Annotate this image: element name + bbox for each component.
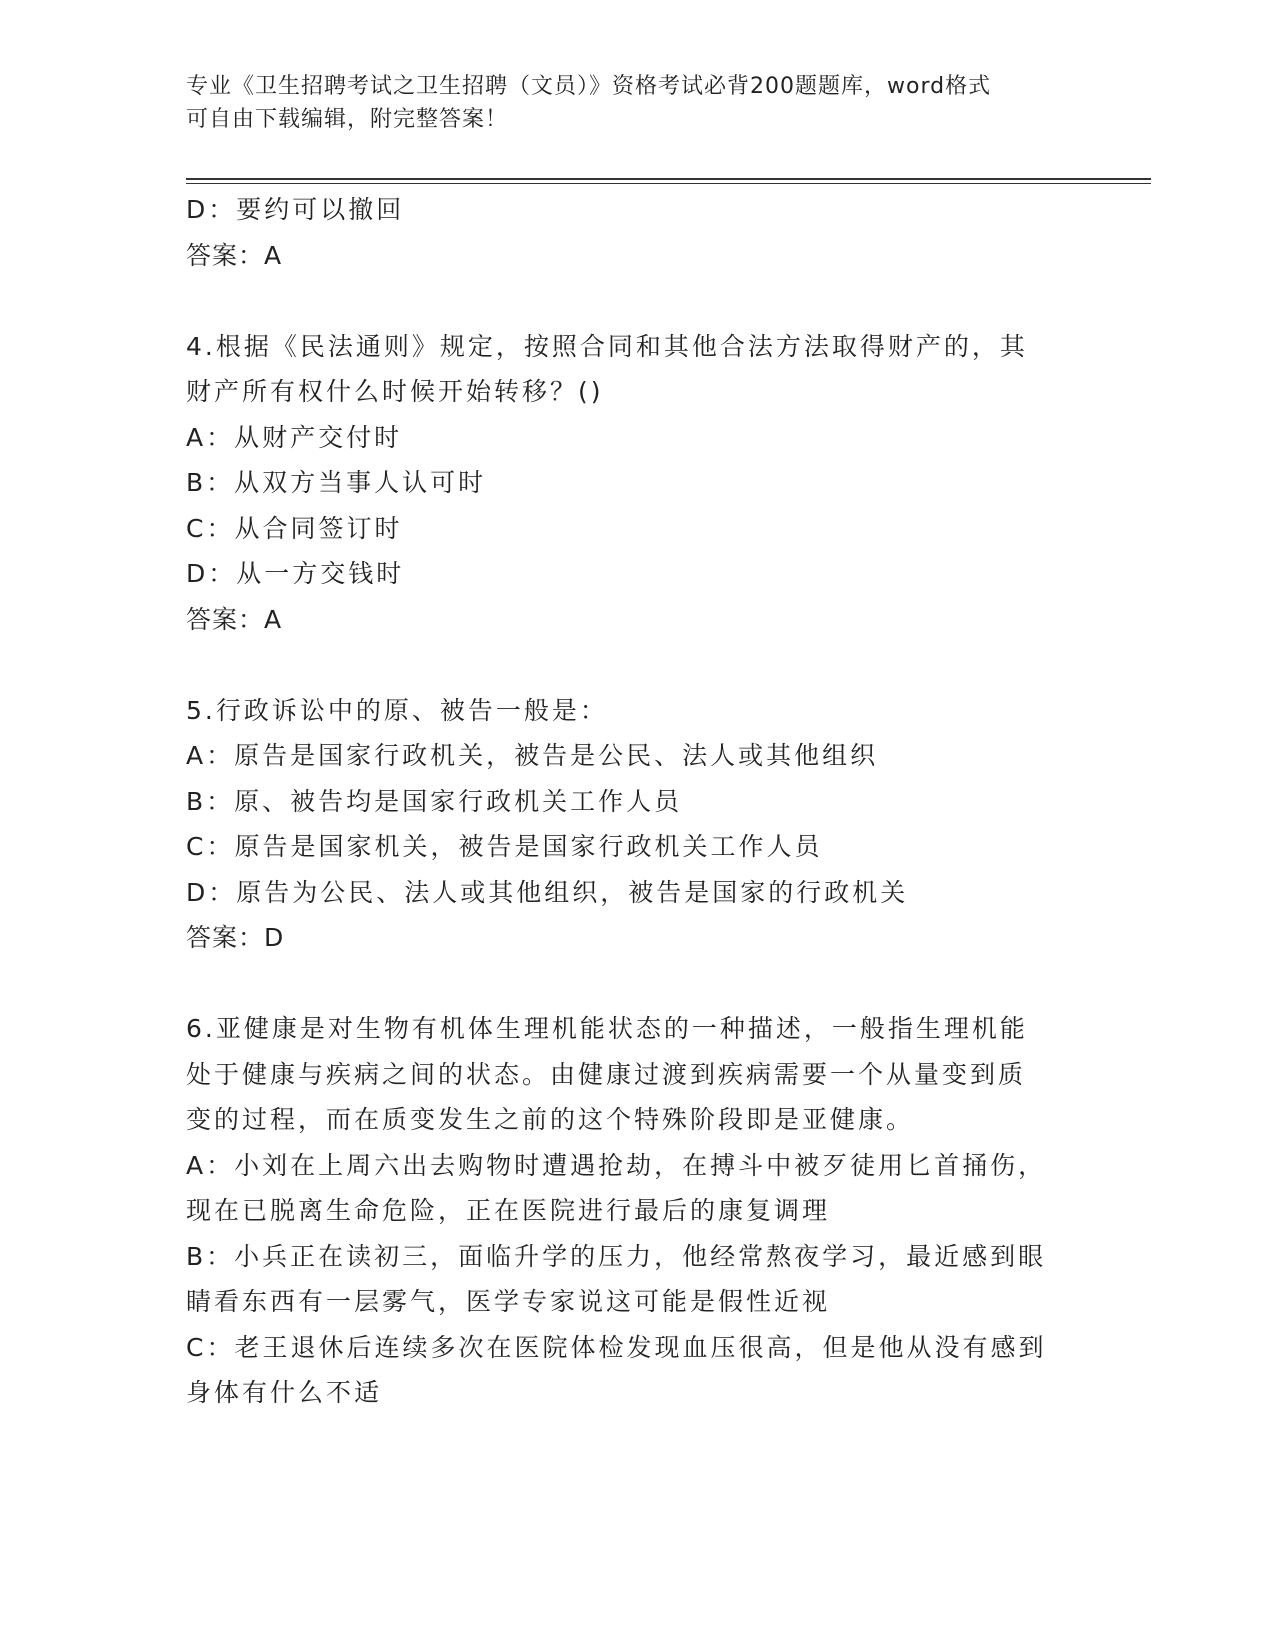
option-c: C：从合同签订时 xyxy=(186,513,403,543)
option-d: D：原告为公民、法人或其他组织，被告是国家的行政机关 xyxy=(186,877,909,907)
spacer xyxy=(186,278,1086,324)
option-c: C：老王退休后连续多次在医院体检发现血压很高，但是他从没有感到 xyxy=(186,1332,1047,1362)
option-d: D：要约可以撤回 xyxy=(186,195,405,224)
header-line-1: 专业《卫生招聘考试之卫生招聘（文员）》资格考试必背200题题库，word格式 xyxy=(186,74,992,99)
header-divider-thick xyxy=(186,178,1151,180)
question-text: 变的过程，而在质变发生之前的这个特殊阶段即是亚健康。 xyxy=(186,1105,915,1134)
option-b-continued: 睛看东西有一层雾气，医学专家说这可能是假性近视 xyxy=(186,1287,831,1316)
option-b: B：从双方当事人认可时 xyxy=(186,468,487,497)
spacer xyxy=(186,961,1086,1007)
question-3-tail xyxy=(186,187,1086,278)
answer-line: 答案：A xyxy=(186,604,283,634)
option-b: B：原、被告均是国家行政机关工作人员 xyxy=(186,786,683,816)
question-4 xyxy=(186,324,1086,643)
spacer xyxy=(186,642,1086,688)
header-divider-thin xyxy=(186,183,1151,184)
option-c: C：原告是国家机关，被告是国家行政机关工作人员 xyxy=(186,832,823,861)
question-content xyxy=(186,187,1086,1416)
question-text: 6.亚健康是对生物有机体生理机能状态的一种描述，一般指生理机能 xyxy=(186,1014,1028,1043)
option-b: B：小兵正在读初三，面临升学的压力，他经常熬夜学习，最近感到眼 xyxy=(186,1241,1047,1271)
option-a: A：小刘在上周六出去购物时遭遇抢劫，在搏斗中被歹徒用匕首捅伤， xyxy=(186,1150,1047,1180)
question-text: 5.行政诉讼中的原、被告一般是： xyxy=(186,695,608,725)
question-text: 处于健康与疾病之间的状态。由健康过渡到疾病需要一个从量变到质 xyxy=(186,1059,1027,1089)
option-a-continued: 现在已脱离生命危险，正在医院进行最后的康复调理 xyxy=(186,1196,831,1225)
header-line-2: 可自由下载编辑，附完整答案！ xyxy=(186,107,509,132)
answer-line: 答案：A xyxy=(186,240,283,270)
option-a: A：原告是国家行政机关，被告是公民、法人或其他组织 xyxy=(186,741,879,770)
option-c-continued: 身体有什么不适 xyxy=(186,1378,383,1407)
page-header xyxy=(186,70,1066,136)
option-a: A：从财产交付时 xyxy=(186,422,403,452)
answer-line: 答案：D xyxy=(186,923,285,952)
option-d: D：从一方交钱时 xyxy=(186,559,405,588)
question-5 xyxy=(186,688,1086,961)
question-text: 财产所有权什么时候开始转移？() xyxy=(186,377,604,406)
question-6 xyxy=(186,1006,1086,1416)
question-text: 4.根据《民法通则》规定，按照合同和其他合法方法取得财产的，其 xyxy=(186,331,1028,361)
